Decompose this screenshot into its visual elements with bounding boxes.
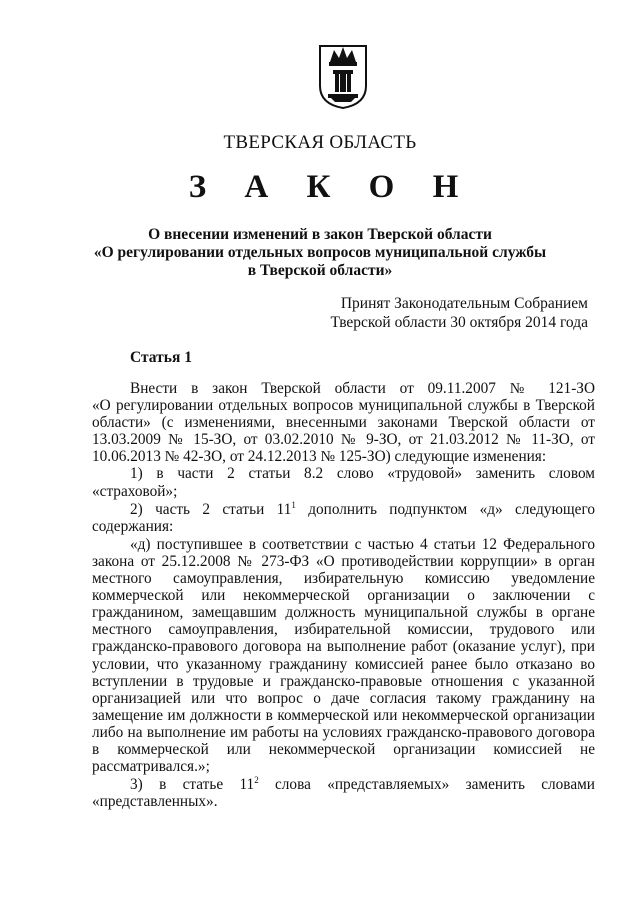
quote-line: гражданско-правового договора на выполнение работ (оказание услуг), при	[92, 638, 595, 656]
law-title-line: «О регулировании отдельных вопросов муниципальной службы	[93, 244, 547, 261]
quote-line: коммерческой или некоммерческой организации о заключении с	[92, 587, 595, 605]
item-2-text: 2) часть 2 статьи 11	[130, 500, 292, 518]
quote-line: организацией или что вопрос о даче согласия такому гражданину на	[92, 689, 595, 707]
superscript: 2	[254, 775, 259, 786]
law-title-line: О внесении изменений в закон Тверской области	[148, 226, 492, 243]
adoption-line: Принят Законодательным Собранием	[340, 295, 588, 312]
quote-line: местного самоуправления, избирательной комиссии, трудового или	[92, 621, 595, 639]
quote-line: «д) поступившее в соответствии с частью 4 статьи 12 Федерального	[130, 535, 595, 553]
quote-line: гражданином, замещавшим должность муниципальной службы в органе	[92, 604, 595, 622]
item-2-text: дополнить подпунктом «д» следующего	[295, 500, 595, 518]
item-3-line: «представленных».	[92, 793, 218, 811]
item-1-line: 1) в части 2 статьи 8.2 слово «трудовой» заменить словом	[130, 465, 595, 483]
article-heading: Статья 1	[130, 349, 192, 366]
item-3-text: 3) в статье 11	[130, 776, 255, 794]
item-2-line: содержания:	[92, 517, 174, 535]
quote-line: в коммерческой или некоммерческой организации комиссией не	[92, 740, 595, 758]
article-body	[92, 380, 595, 810]
item-1-line: «страховой»;	[92, 482, 178, 500]
quote-line: местного самоуправления, избирательную комиссию уведомление	[92, 570, 595, 588]
quote-line: либо на выполнение им работы на условиях гражданско-правового договора	[92, 723, 595, 741]
paragraph-line: Внести в закон Тверской области от 09.11.2007 № 121-ЗО	[130, 380, 595, 397]
quote-line: вступлении в трудовые и гражданско-правовые отношения с указанной	[92, 672, 595, 690]
quote-line: рассматривался.»;	[92, 758, 210, 776]
quote-line: условии, что указанному гражданину комиссией ранее было отказано во	[92, 655, 595, 673]
superscript: 1	[291, 499, 296, 510]
paragraph-line: 13.03.2009 № 15-ЗО, от 03.02.2010 № 9-ЗО, от 21.03.2012 № 11-ЗО, от	[92, 431, 595, 449]
tver-coat-of-arms-icon	[317, 42, 369, 110]
paragraph-line: области» (с изменениями, внесенными законами Тверской области от	[92, 414, 595, 432]
item-3-line	[92, 776, 595, 793]
paragraph-line: «О регулировании отдельных вопросов муниципальной службы в Тверской	[92, 397, 595, 415]
law-title	[0, 226, 640, 280]
paragraph-line: 10.06.2013 № 42-ЗО, от 24.12.2013 № 125-ЗО) следующие изменения:	[92, 448, 547, 466]
document-type: З А К О Н	[188, 169, 474, 205]
adoption-line: Тверской области 30 октября 2014 года	[330, 314, 588, 331]
quote-line: закона от 25.12.2008 № 273-ФЗ «О противодействии коррупции» в орган	[92, 552, 595, 570]
law-title-line: в Тверской области»	[247, 262, 393, 279]
region-name: ТВЕРСКАЯ ОБЛАСТЬ	[223, 132, 417, 153]
item-3-text: слова «представляемых» заменить словами	[258, 776, 595, 794]
quote-line: замещение им должности в коммерческой или некоммерческой организации	[92, 706, 595, 724]
adoption-note	[331, 294, 589, 332]
item-2-line	[92, 501, 595, 518]
